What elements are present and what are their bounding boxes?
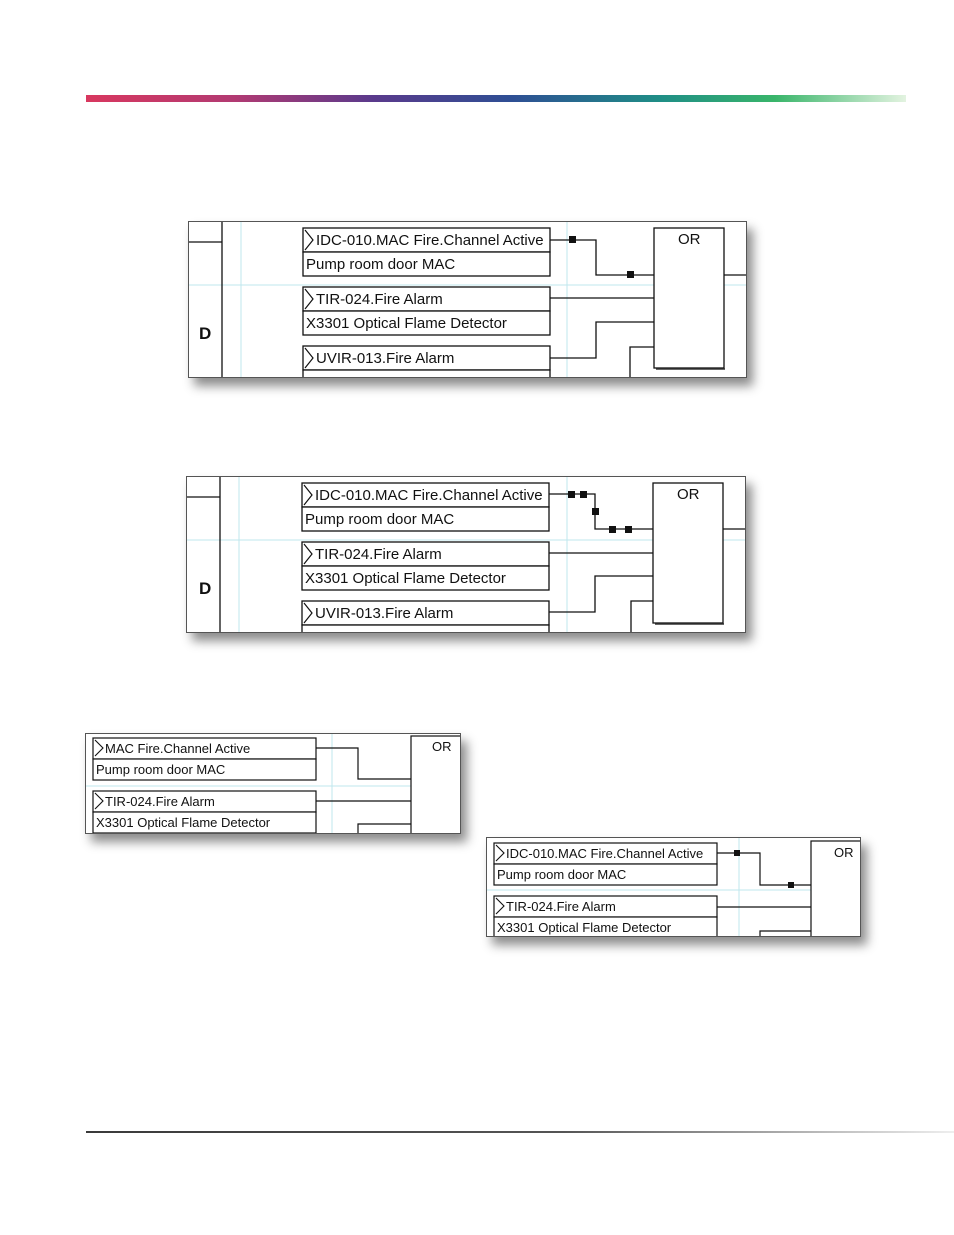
input-description: Pump room door MAC xyxy=(305,511,455,528)
input-tag: IDC-010.MAC Fire.Channel Active xyxy=(316,232,544,249)
gate-label: OR xyxy=(678,231,701,248)
input-tag: TIR-024.Fire Alarm xyxy=(105,794,215,809)
row-label: D xyxy=(199,324,212,343)
input-description: Pump room door MAC xyxy=(306,256,456,273)
input-tag: TIR-024.Fire Alarm xyxy=(316,291,443,308)
input-description: X3301 Optical Flame Detector xyxy=(306,315,507,332)
gate-label: OR xyxy=(834,845,854,860)
input-description: X3301 Optical Flame Detector xyxy=(96,815,271,830)
input-tag: UVIR-013.Fire Alarm xyxy=(315,605,454,622)
input-tag: UVIR-013.Fire Alarm xyxy=(316,350,455,367)
input-description: Pump room door MAC xyxy=(497,867,627,882)
input-tag: IDC-010.MAC Fire.Channel Active xyxy=(506,846,704,861)
input-description: X3301 Optical Flame Detector xyxy=(305,570,506,587)
input-tag: MAC Fire.Channel Active xyxy=(105,741,251,756)
logic-diagram-3 xyxy=(85,733,461,834)
input-tag: TIR-024.Fire Alarm xyxy=(506,899,616,914)
gate-label: OR xyxy=(677,486,700,503)
gate-label: OR xyxy=(432,739,452,754)
input-description: Pump room door MAC xyxy=(96,762,226,777)
input-tag: TIR-024.Fire Alarm xyxy=(315,546,442,563)
header-gradient-bar xyxy=(86,95,906,102)
row-label: D xyxy=(199,579,212,598)
footer-rule xyxy=(86,1131,954,1133)
logic-diagram-2 xyxy=(186,476,746,633)
logic-diagram-1 xyxy=(188,221,747,378)
logic-diagram-4 xyxy=(486,837,861,937)
input-description: X3301 Optical Flame Detector xyxy=(497,920,672,935)
input-tag: IDC-010.MAC Fire.Channel Active xyxy=(315,487,543,504)
